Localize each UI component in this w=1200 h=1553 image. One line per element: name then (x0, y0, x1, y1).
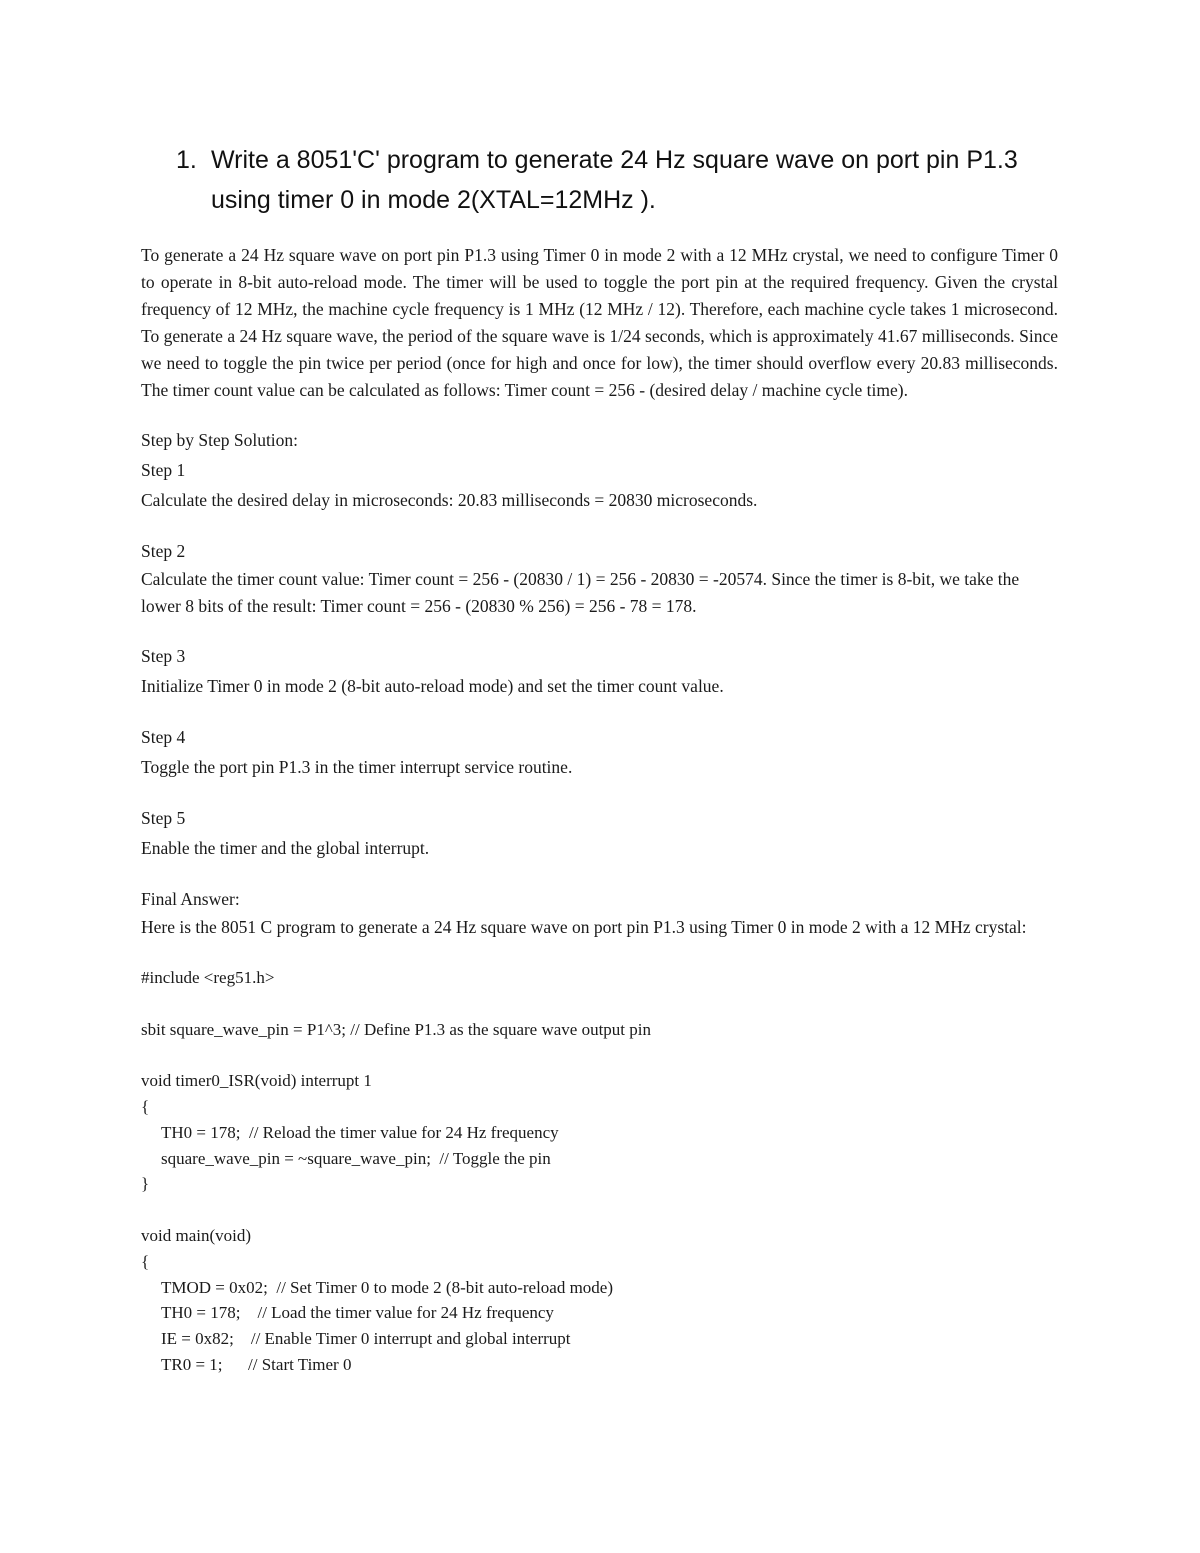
intro-paragraph: To generate a 24 Hz square wave on port pin P1.3 using Timer 0 in mode 2 with a 12 MHz crystal, we need to configure Timer 0 to operate in 8-bit auto-reload mode. The timer will be used to toggle the port pin at the required frequency. Given the crystal frequency of 12 MHz, the machine cycle frequency is 1 MHz (12 MHz / 12). Therefore, each machine cycle takes 1 microsecond. To generate a 24 Hz square wave, the period of the square wave is 1/24 seconds, which is approximately 41.67 milliseconds. Since we need to toggle the pin twice per period (once for high and once for low), the timer should overflow every 20.83 milliseconds. The timer count value can be calculated as follows: Timer count = 256 - (desired delay / machine cycle time). (141, 245, 1058, 400)
code-line: square_wave_pin = ~square_wave_pin; // Toggle the pin (161, 1148, 551, 1168)
step-label: Step 5 (141, 808, 186, 828)
code-line: TH0 = 178; // Reload the timer value for 24 Hz frequency (161, 1122, 559, 1142)
final-answer-heading: Final Answer: (141, 889, 240, 909)
question-text: Write a 8051'C' program to generate 24 Hz square wave on port pin P1.3 using timer 0 in mode 2(XTAL=12MHz ). (211, 146, 1018, 214)
code-line: TR0 = 1; // Start Timer 0 (161, 1354, 352, 1374)
code-line: IE = 0x82; // Enable Timer 0 interrupt and global interrupt (161, 1329, 571, 1349)
code-line: TH0 = 178; // Load the timer value for 24 Hz frequency (161, 1303, 554, 1323)
step-item (141, 722, 1058, 782)
step-text: Calculate the timer count value: Timer count = 256 - (20830 / 1) = 256 - 20830 = -20574. Since the timer is 8-bit, we take the lower 8 bits of the result: Timer count = 256 - (20830 % 256) = 256 - 78 = 178. (141, 569, 1020, 616)
step-item (141, 641, 1058, 701)
code-blank-line (141, 1197, 1058, 1223)
code-line: #include <reg51.h> (141, 968, 275, 987)
step-label: Step 4 (141, 727, 186, 747)
solution-heading-block (141, 425, 1058, 515)
step-text: Calculate the desired delay in microseconds: 20.83 milliseconds = 20830 microseconds. (141, 490, 758, 510)
step-item (141, 803, 1058, 863)
step-label: Step 1 (141, 460, 186, 480)
question-heading (176, 140, 1076, 220)
step-text: Enable the timer and the global interrupt. (141, 838, 430, 858)
step-text: Toggle the port pin P1.3 in the timer interrupt service routine. (141, 757, 573, 777)
answer-body (141, 242, 1058, 1378)
code-blank-line (141, 991, 1058, 1017)
code-line: void main(void) (141, 1225, 252, 1245)
step-label: Step 3 (141, 646, 186, 666)
code-block (141, 965, 1058, 1378)
step-text: Initialize Timer 0 in mode 2 (8-bit auto-reload mode) and set the timer count value. (141, 676, 724, 696)
code-line: } (141, 1174, 150, 1194)
step-label: Step 2 (141, 541, 186, 561)
solution-heading: Step by Step Solution: (141, 430, 299, 450)
step-item (141, 536, 1058, 620)
final-answer-text: Here is the 8051 C program to generate a 24 Hz square wave on port pin P1.3 using Timer 0 in mode 2 with a 12 MHz crystal: (141, 917, 1027, 937)
code-line: { (141, 1096, 150, 1116)
code-line: { (141, 1251, 150, 1271)
question-number: 1. (176, 146, 197, 174)
final-answer-block (141, 884, 1058, 941)
code-line: sbit square_wave_pin = P1^3; // Define P1.3 as the square wave output pin (141, 1019, 651, 1039)
code-line: TMOD = 0x02; // Set Timer 0 to mode 2 (8-bit auto-reload mode) (161, 1277, 614, 1297)
code-line: void timer0_ISR(void) interrupt 1 (141, 1071, 372, 1091)
code-blank-line (141, 1042, 1058, 1068)
